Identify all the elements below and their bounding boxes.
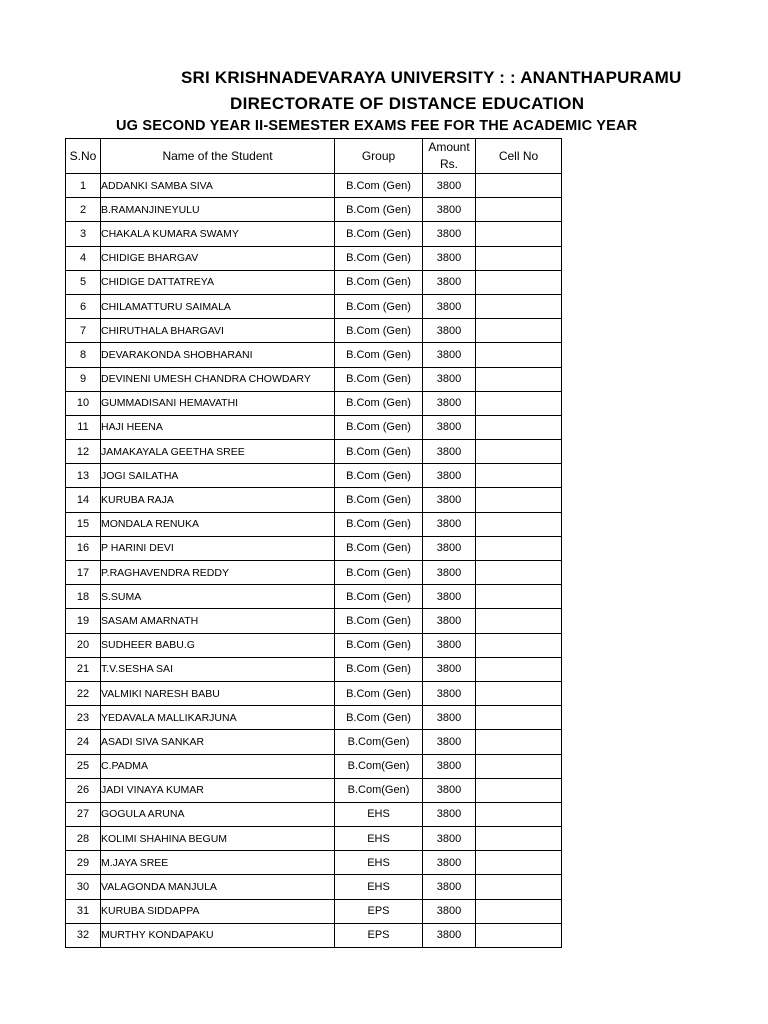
- amount-cell: 3800: [423, 899, 476, 923]
- student-name-cell: JOGI SAILATHA: [101, 464, 335, 488]
- cell-no-cell: [476, 319, 562, 343]
- amount-cell: 3800: [423, 536, 476, 560]
- cell-no-cell: [476, 246, 562, 270]
- amount-cell: 3800: [423, 391, 476, 415]
- sno-cell: 22: [66, 681, 101, 705]
- directorate-title: DIRECTORATE OF DISTANCE EDUCATION: [230, 94, 585, 113]
- student-name-cell: MONDALA RENUKA: [101, 512, 335, 536]
- table-row: [66, 633, 562, 657]
- student-name-cell: C.PADMA: [101, 754, 335, 778]
- table-row: [66, 706, 562, 730]
- student-name-cell: VALAGONDA MANJULA: [101, 875, 335, 899]
- sno-cell: 6: [66, 294, 101, 318]
- amount-cell: 3800: [423, 512, 476, 536]
- column-header-group: Group: [335, 139, 423, 174]
- sno-cell: 10: [66, 391, 101, 415]
- student-name-cell: MURTHY KONDAPAKU: [101, 923, 335, 947]
- student-name-cell: SUDHEER BABU.G: [101, 633, 335, 657]
- table-row: [66, 536, 562, 560]
- amount-header-line2: Rs.: [440, 157, 458, 171]
- cell-no-cell: [476, 802, 562, 826]
- table-header-row: [66, 139, 562, 174]
- group-cell: B.Com (Gen): [335, 270, 423, 294]
- sno-cell: 1: [66, 174, 101, 198]
- student-name-cell: M.JAYA SREE: [101, 851, 335, 875]
- student-name-cell: T.V.SESHA SAI: [101, 657, 335, 681]
- group-cell: B.Com (Gen): [335, 609, 423, 633]
- student-name-cell: P HARINI DEVI: [101, 536, 335, 560]
- amount-cell: 3800: [423, 415, 476, 439]
- group-cell: B.Com (Gen): [335, 440, 423, 464]
- sno-cell: 3: [66, 222, 101, 246]
- student-name-cell: DEVARAKONDA SHOBHARANI: [101, 343, 335, 367]
- column-header-sno: S.No: [66, 139, 101, 174]
- sno-cell: 21: [66, 657, 101, 681]
- group-cell: B.Com (Gen): [335, 512, 423, 536]
- sno-cell: 26: [66, 778, 101, 802]
- sno-cell: 19: [66, 609, 101, 633]
- student-name-cell: CHIDIGE BHARGAV: [101, 246, 335, 270]
- cell-no-cell: [476, 585, 562, 609]
- student-name-cell: SASAM AMARNATH: [101, 609, 335, 633]
- amount-cell: 3800: [423, 440, 476, 464]
- table-row: [66, 246, 562, 270]
- sno-cell: 7: [66, 319, 101, 343]
- sno-cell: 23: [66, 706, 101, 730]
- group-cell: B.Com (Gen): [335, 415, 423, 439]
- university-title: SRI KRISHNADEVARAYA UNIVERSITY : : ANANTHAPURAMU: [181, 68, 682, 87]
- table-row: [66, 561, 562, 585]
- amount-cell: 3800: [423, 706, 476, 730]
- table-row: [66, 851, 562, 875]
- cell-no-cell: [476, 561, 562, 585]
- group-cell: B.Com (Gen): [335, 343, 423, 367]
- student-name-cell: P.RAGHAVENDRA REDDY: [101, 561, 335, 585]
- table-row: [66, 319, 562, 343]
- table-row: [66, 512, 562, 536]
- table-row: [66, 488, 562, 512]
- amount-cell: 3800: [423, 778, 476, 802]
- group-cell: EPS: [335, 899, 423, 923]
- amount-cell: 3800: [423, 827, 476, 851]
- cell-no-cell: [476, 198, 562, 222]
- cell-no-cell: [476, 633, 562, 657]
- table-row: [66, 222, 562, 246]
- sno-cell: 18: [66, 585, 101, 609]
- amount-cell: 3800: [423, 198, 476, 222]
- student-name-cell: GUMMADISANI HEMAVATHI: [101, 391, 335, 415]
- group-cell: B.Com(Gen): [335, 778, 423, 802]
- student-name-cell: B.RAMANJINEYULU: [101, 198, 335, 222]
- sno-cell: 20: [66, 633, 101, 657]
- student-name-cell: GOGULA ARUNA: [101, 802, 335, 826]
- sno-cell: 29: [66, 851, 101, 875]
- student-name-cell: JADI VINAYA KUMAR: [101, 778, 335, 802]
- cell-no-cell: [476, 657, 562, 681]
- group-cell: EPS: [335, 923, 423, 947]
- table-row: [66, 657, 562, 681]
- group-cell: B.Com (Gen): [335, 222, 423, 246]
- table-row: [66, 923, 562, 947]
- sno-cell: 4: [66, 246, 101, 270]
- group-cell: B.Com (Gen): [335, 198, 423, 222]
- student-name-cell: KURUBA RAJA: [101, 488, 335, 512]
- group-cell: B.Com (Gen): [335, 706, 423, 730]
- student-name-cell: S.SUMA: [101, 585, 335, 609]
- table-row: [66, 343, 562, 367]
- group-cell: B.Com (Gen): [335, 174, 423, 198]
- student-name-cell: CHIDIGE DATTATREYA: [101, 270, 335, 294]
- table-row: [66, 198, 562, 222]
- amount-cell: 3800: [423, 923, 476, 947]
- student-name-cell: CHIRUTHALA BHARGAVI: [101, 319, 335, 343]
- table-row: [66, 802, 562, 826]
- table-row: [66, 415, 562, 439]
- cell-no-cell: [476, 440, 562, 464]
- cell-no-cell: [476, 391, 562, 415]
- group-cell: B.Com (Gen): [335, 367, 423, 391]
- cell-no-cell: [476, 851, 562, 875]
- student-name-cell: KURUBA SIDDAPPA: [101, 899, 335, 923]
- cell-no-cell: [476, 294, 562, 318]
- table-row: [66, 754, 562, 778]
- table-row: [66, 778, 562, 802]
- student-name-cell: CHILAMATTURU SAIMALA: [101, 294, 335, 318]
- student-name-cell: JAMAKAYALA GEETHA SREE: [101, 440, 335, 464]
- group-cell: B.Com (Gen): [335, 561, 423, 585]
- table-row: [66, 294, 562, 318]
- sno-cell: 25: [66, 754, 101, 778]
- group-cell: B.Com (Gen): [335, 294, 423, 318]
- group-cell: EHS: [335, 875, 423, 899]
- group-cell: B.Com (Gen): [335, 585, 423, 609]
- amount-cell: 3800: [423, 851, 476, 875]
- amount-cell: 3800: [423, 561, 476, 585]
- cell-no-cell: [476, 923, 562, 947]
- amount-cell: 3800: [423, 246, 476, 270]
- amount-cell: 3800: [423, 488, 476, 512]
- group-cell: B.Com (Gen): [335, 319, 423, 343]
- amount-cell: 3800: [423, 222, 476, 246]
- student-name-cell: KOLIMI SHAHINA BEGUM: [101, 827, 335, 851]
- cell-no-cell: [476, 222, 562, 246]
- sno-cell: 15: [66, 512, 101, 536]
- group-cell: B.Com (Gen): [335, 681, 423, 705]
- student-name-cell: YEDAVALA MALLIKARJUNA: [101, 706, 335, 730]
- cell-no-cell: [476, 343, 562, 367]
- amount-cell: 3800: [423, 754, 476, 778]
- cell-no-cell: [476, 536, 562, 560]
- table-row: [66, 440, 562, 464]
- cell-no-cell: [476, 415, 562, 439]
- student-name-cell: DEVINENI UMESH CHANDRA CHOWDARY: [101, 367, 335, 391]
- table-row: [66, 609, 562, 633]
- amount-cell: 3800: [423, 174, 476, 198]
- sno-cell: 8: [66, 343, 101, 367]
- table-row: [66, 391, 562, 415]
- table-row: [66, 464, 562, 488]
- table-row: [66, 585, 562, 609]
- group-cell: B.Com(Gen): [335, 754, 423, 778]
- amount-cell: 3800: [423, 681, 476, 705]
- sno-cell: 32: [66, 923, 101, 947]
- sno-cell: 30: [66, 875, 101, 899]
- sno-cell: 28: [66, 827, 101, 851]
- sno-cell: 12: [66, 440, 101, 464]
- sno-cell: 2: [66, 198, 101, 222]
- table-row: [66, 174, 562, 198]
- column-header-name: Name of the Student: [101, 139, 335, 174]
- student-fee-table: [65, 138, 562, 948]
- group-cell: B.Com (Gen): [335, 657, 423, 681]
- exam-fee-title: UG SECOND YEAR II-SEMESTER EXAMS FEE FOR THE ACADEMIC YEAR: [116, 118, 638, 134]
- cell-no-cell: [476, 488, 562, 512]
- amount-cell: 3800: [423, 875, 476, 899]
- sno-cell: 11: [66, 415, 101, 439]
- student-name-cell: VALMIKI NARESH BABU: [101, 681, 335, 705]
- amount-cell: 3800: [423, 464, 476, 488]
- cell-no-cell: [476, 754, 562, 778]
- sno-cell: 14: [66, 488, 101, 512]
- table-row: [66, 681, 562, 705]
- sno-cell: 16: [66, 536, 101, 560]
- amount-cell: 3800: [423, 609, 476, 633]
- student-name-cell: CHAKALA KUMARA SWAMY: [101, 222, 335, 246]
- table-row: [66, 730, 562, 754]
- cell-no-cell: [476, 730, 562, 754]
- group-cell: B.Com (Gen): [335, 246, 423, 270]
- cell-no-cell: [476, 875, 562, 899]
- cell-no-cell: [476, 899, 562, 923]
- amount-cell: 3800: [423, 657, 476, 681]
- cell-no-cell: [476, 464, 562, 488]
- table-row: [66, 367, 562, 391]
- column-header-amount: [423, 139, 476, 174]
- group-cell: B.Com (Gen): [335, 391, 423, 415]
- sno-cell: 5: [66, 270, 101, 294]
- amount-cell: 3800: [423, 294, 476, 318]
- cell-no-cell: [476, 609, 562, 633]
- table-row: [66, 827, 562, 851]
- student-name-cell: ASADI SIVA SANKAR: [101, 730, 335, 754]
- cell-no-cell: [476, 706, 562, 730]
- amount-cell: 3800: [423, 585, 476, 609]
- sno-cell: 9: [66, 367, 101, 391]
- student-name-cell: ADDANKI SAMBA SIVA: [101, 174, 335, 198]
- amount-header-line1: Amount: [428, 140, 470, 154]
- amount-cell: 3800: [423, 319, 476, 343]
- group-cell: B.Com (Gen): [335, 536, 423, 560]
- group-cell: B.Com(Gen): [335, 730, 423, 754]
- table-row: [66, 875, 562, 899]
- group-cell: EHS: [335, 802, 423, 826]
- cell-no-cell: [476, 681, 562, 705]
- cell-no-cell: [476, 174, 562, 198]
- cell-no-cell: [476, 778, 562, 802]
- column-header-cell-no: Cell No: [476, 139, 562, 174]
- group-cell: EHS: [335, 851, 423, 875]
- cell-no-cell: [476, 512, 562, 536]
- cell-no-cell: [476, 367, 562, 391]
- cell-no-cell: [476, 827, 562, 851]
- table-row: [66, 899, 562, 923]
- group-cell: EHS: [335, 827, 423, 851]
- group-cell: B.Com (Gen): [335, 488, 423, 512]
- table-body: [66, 174, 562, 948]
- amount-cell: 3800: [423, 367, 476, 391]
- amount-cell: 3800: [423, 802, 476, 826]
- cell-no-cell: [476, 270, 562, 294]
- group-cell: B.Com (Gen): [335, 464, 423, 488]
- group-cell: B.Com (Gen): [335, 633, 423, 657]
- sno-cell: 13: [66, 464, 101, 488]
- sno-cell: 27: [66, 802, 101, 826]
- amount-cell: 3800: [423, 270, 476, 294]
- sno-cell: 31: [66, 899, 101, 923]
- amount-cell: 3800: [423, 730, 476, 754]
- title-clip-region: [0, 0, 682, 150]
- amount-cell: 3800: [423, 343, 476, 367]
- amount-cell: 3800: [423, 633, 476, 657]
- student-name-cell: HAJI HEENA: [101, 415, 335, 439]
- table-row: [66, 270, 562, 294]
- sno-cell: 24: [66, 730, 101, 754]
- sno-cell: 17: [66, 561, 101, 585]
